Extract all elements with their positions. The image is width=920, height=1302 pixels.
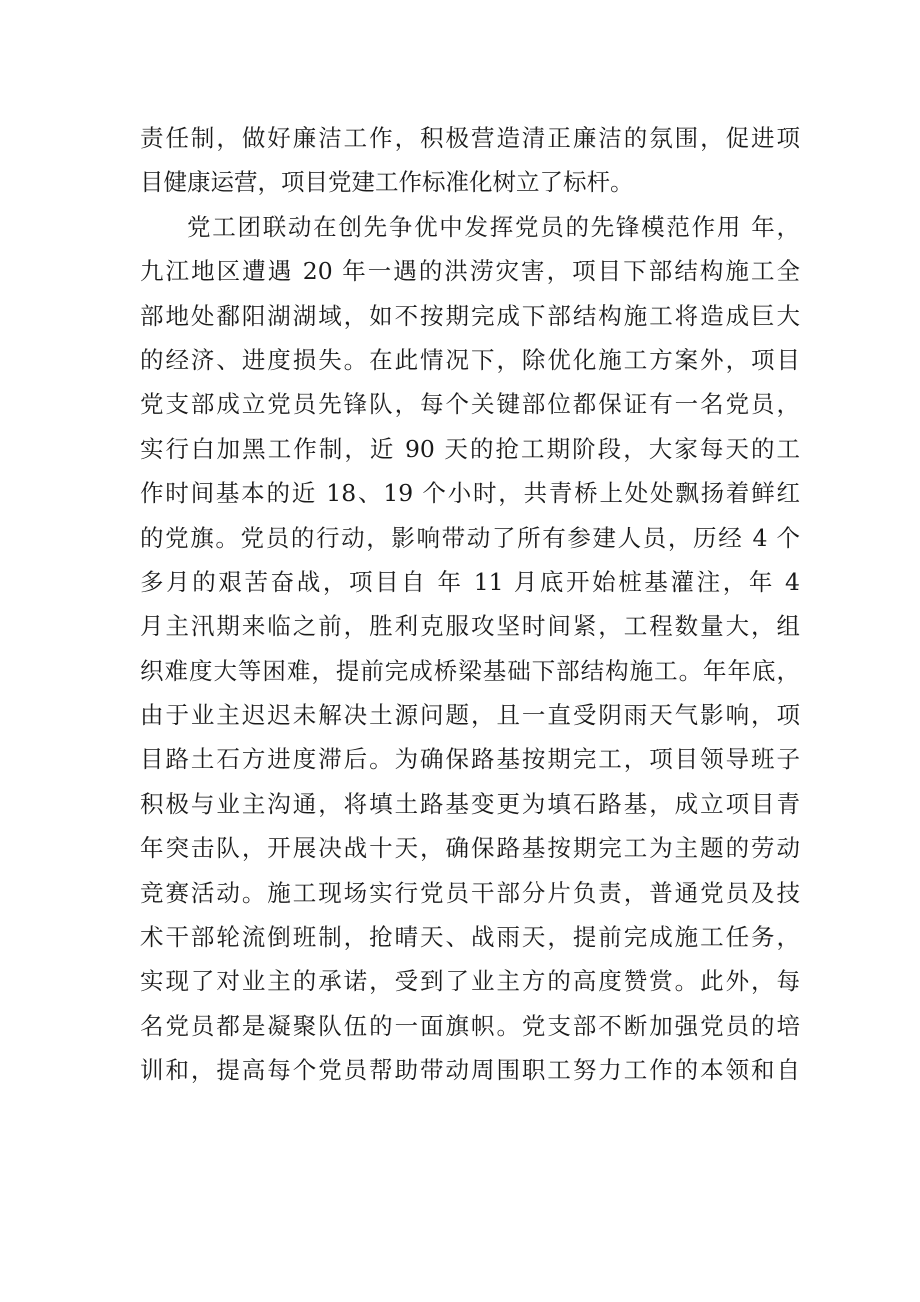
text-line: 由于业主迟迟未解决土源问题，且一直受阴雨天气影响，项	[140, 701, 800, 730]
text-line: 作时间基本的近 18、19 个小时，共青桥上处处飘扬着鲜红	[140, 479, 800, 508]
text-line: 竞赛活动。施工现场实行党员干部分片负责，普通党员及技	[140, 878, 800, 907]
text-line: 的经济、进度损失。在此情况下，除优化施工方案外，项目	[140, 345, 800, 374]
text-line: 训和，提高每个党员帮助带动周围职工努力工作的本领和自	[140, 1056, 800, 1085]
text-line: 实行白加黑工作制，近 90 天的抢工期阶段，大家每天的工	[140, 434, 800, 463]
text-line: 织难度大等困难，提前完成桥梁基础下部结构施工。年年底，	[140, 656, 800, 685]
text-line: 的党旗。党员的行动，影响带动了所有参建人员，历经 4 个	[140, 523, 800, 552]
text-line: 责任制，做好廉洁工作，积极营造清正廉洁的氛围，促进项	[140, 124, 800, 152]
text-line: 目健康运营，项目党建工作标准化树立了标杆。	[140, 168, 634, 197]
text-line: 月主汛期来临之前，胜利克服攻坚时间紧，工程数量大，组	[140, 612, 800, 641]
text-line: 党支部成立党员先锋队，每个关键部位都保证有一名党员，	[140, 390, 800, 419]
text-line: 部地处鄱阳湖湖域，如不按期完成下部结构施工将造成巨大	[140, 301, 800, 330]
text-line: 九江地区遭遇 20 年一遇的洪涝灾害，项目下部结构施工全	[140, 257, 800, 286]
text-line: 积极与业主沟通，将填土路基变更为填石路基，成立项目青	[140, 789, 800, 818]
text-line: 术干部轮流倒班制，抢晴天、战雨天，提前完成施工任务，	[140, 923, 800, 952]
text-line: 名党员都是凝聚队伍的一面旗帜。党支部不断加强党员的培	[140, 1011, 800, 1040]
text-line: 多月的艰苦奋战，项目自 年 11 月底开始桩基灌注，年 4	[140, 567, 800, 596]
text-line: 目路土石方进度滞后。为确保路基按期完工，项目领导班子	[140, 745, 800, 774]
text-line: 实现了对业主的承诺，受到了业主方的高度赞赏。此外，每	[140, 967, 800, 996]
document-body	[140, 116, 800, 1093]
text-line: 党工团联动在创先争优中发挥党员的先锋模范作用 年，	[187, 212, 800, 241]
text-line: 年突击队，开展决战十天，确保路基按期完工为主题的劳动	[140, 834, 800, 863]
